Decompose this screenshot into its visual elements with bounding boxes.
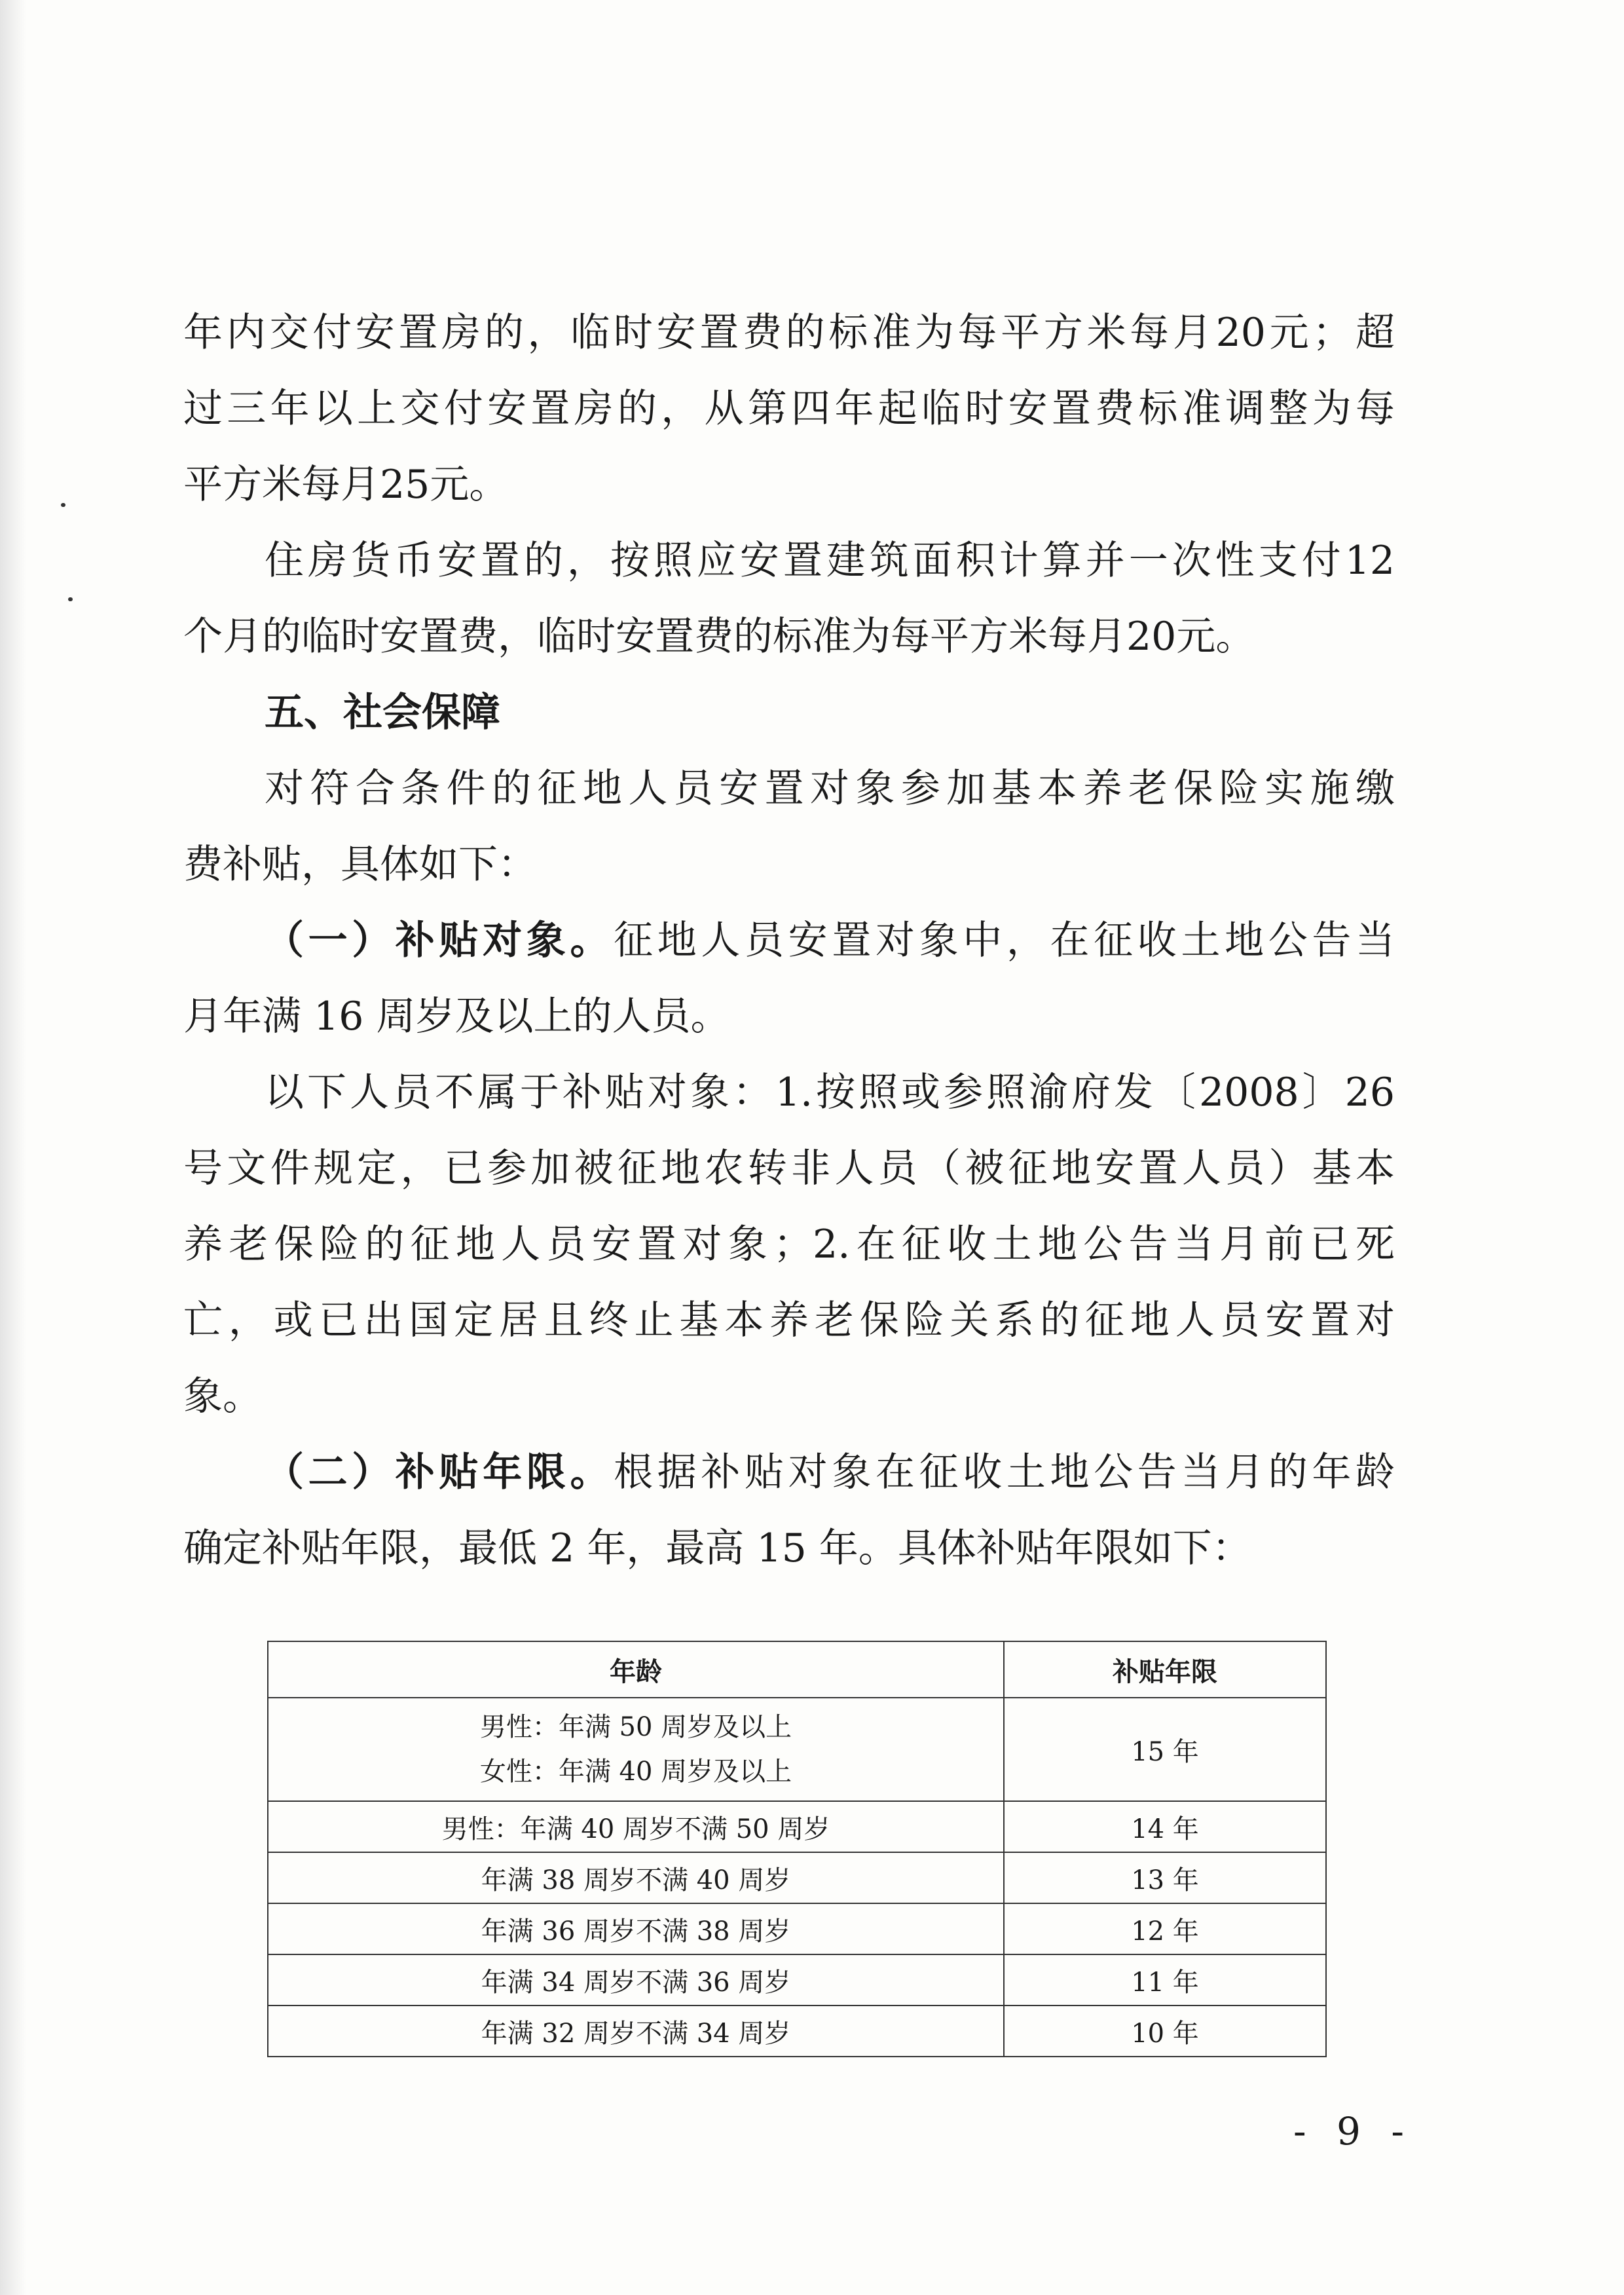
text-line — [183, 903, 1395, 979]
scan-speck — [68, 597, 73, 601]
table-row — [268, 2006, 1326, 2057]
paragraph-subsidy-years — [183, 1434, 1395, 1586]
years-cell: 10 年 — [1004, 2006, 1326, 2057]
age-cell: 年满 34 周岁不满 36 周岁 — [268, 1954, 1004, 2006]
table-row — [268, 1801, 1326, 1852]
paragraph-social-security-intro — [183, 751, 1395, 903]
table-row — [268, 1903, 1326, 1954]
document-body — [183, 295, 1395, 1586]
text-line: 住房货币安置的，按照应安置建筑面积计算并一次性支付12 — [265, 538, 1395, 584]
subsection-heading: （二）补贴年限。 — [265, 1449, 614, 1495]
age-cell: 男性：年满 40 周岁不满 50 周岁 — [268, 1801, 1004, 1852]
age-cell: 年满 38 周岁不满 40 周岁 — [268, 1852, 1004, 1903]
column-header-age: 年龄 — [268, 1641, 1004, 1698]
text-line: 以下人员不属于补贴对象：1.按照或参照渝府发〔2008〕26 — [265, 1070, 1395, 1115]
age-line: 男性：年满 50 周岁及以上 — [479, 1712, 792, 1742]
text-span: 征地人员安置对象中，在征收土地公告当 — [614, 918, 1395, 963]
paragraph-monetary-resettlement — [183, 523, 1395, 675]
age-cell: 年满 36 周岁不满 38 周岁 — [268, 1903, 1004, 1954]
age-cell — [268, 1698, 1004, 1801]
subsection-heading: （一）补贴对象。 — [265, 918, 614, 963]
scan-speck — [61, 503, 65, 507]
section-heading: 五、社会保障 — [265, 690, 500, 736]
table-row — [268, 1698, 1326, 1801]
text-line: 平方米每月25元。 — [183, 462, 509, 508]
subsidy-years-table — [267, 1641, 1327, 2057]
text-line: 个月的临时安置费，临时安置费的标准为每平方米每月20元。 — [183, 614, 1255, 660]
age-cell: 年满 32 周岁不满 34 周岁 — [268, 2006, 1004, 2057]
years-cell: 15 年 — [1004, 1698, 1326, 1801]
text-line: 亡，或已出国定居且终止基本养老保险关系的征地人员安置对 — [183, 1297, 1395, 1343]
paragraph-temporary-fee — [183, 295, 1395, 523]
text-line: 象。 — [183, 1373, 262, 1419]
text-line: 费补贴，具体如下： — [183, 842, 537, 887]
text-line — [183, 1434, 1395, 1510]
years-cell: 12 年 — [1004, 1903, 1326, 1954]
text-span: 根据补贴对象在征收土地公告当月的年龄 — [614, 1449, 1395, 1495]
age-line: 女性：年满 40 周岁及以上 — [479, 1757, 792, 1787]
years-cell: 14 年 — [1004, 1801, 1326, 1852]
table-header-row — [268, 1641, 1326, 1698]
years-cell: 11 年 — [1004, 1954, 1326, 2006]
page-number: - 9 - — [1293, 2109, 1413, 2154]
text-line: 确定补贴年限，最低 2 年，最高 15 年。具体补贴年限如下： — [183, 1525, 1251, 1571]
text-line: 过三年以上交付安置房的，从第四年起临时安置费标准调整为每 — [183, 386, 1395, 432]
text-line: 对符合条件的征地人员安置对象参加基本养老保险实施缴 — [265, 766, 1395, 812]
text-line: 养老保险的征地人员安置对象；2.在征收土地公告当月前已死 — [183, 1222, 1395, 1267]
table-row — [268, 1852, 1326, 1903]
text-line: 号文件规定，已参加被征地农转非人员（被征地安置人员）基本 — [183, 1146, 1395, 1191]
scan-edge-shadow — [0, 0, 26, 2295]
paragraph-subsidy-target — [183, 903, 1395, 1054]
paragraph-exclusions — [183, 1054, 1395, 1434]
text-line: 月年满 16 周岁及以上的人员。 — [183, 994, 730, 1039]
table-row — [268, 1954, 1326, 2006]
column-header-years: 补贴年限 — [1004, 1641, 1326, 1698]
text-line: 年内交付安置房的，临时安置费的标准为每平方米每月20元；超 — [183, 310, 1395, 356]
years-cell: 13 年 — [1004, 1852, 1326, 1903]
